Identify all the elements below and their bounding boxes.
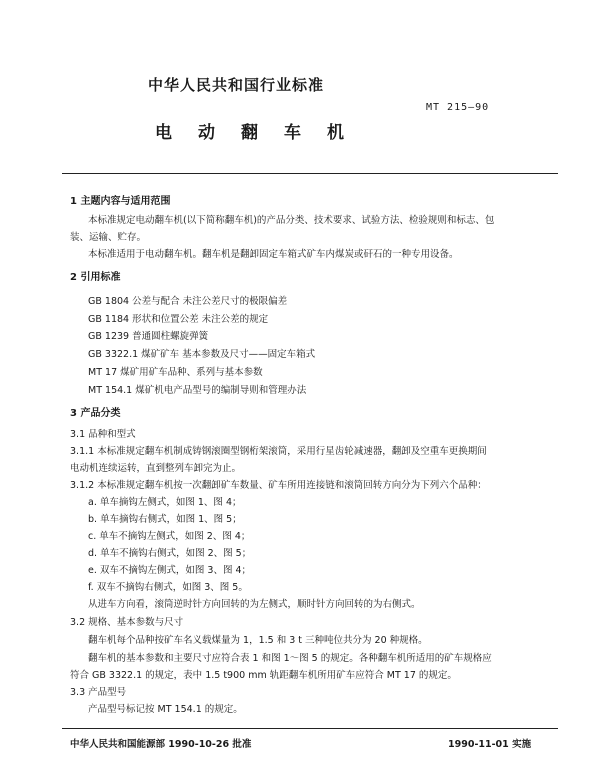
reference-item: GB 1239 普通圆柱螺旋弹簧 xyxy=(88,331,209,342)
section-3-heading: 3 产品分类 xyxy=(70,408,121,419)
reference-item: GB 1804 公差与配合 未注公差尺寸的极限偏差 xyxy=(88,296,288,307)
subsection-3-1-heading: 3.1 品种和型式 xyxy=(70,429,136,440)
subsection-3-3-heading: 3.3 产品型号 xyxy=(70,687,127,698)
reference-item: MT 154.1 煤矿机电产品型号的编制导则和管理办法 xyxy=(88,385,307,396)
variant-item: f. 双车不摘钩右侧式，如图 3、图 5。 xyxy=(88,582,248,593)
approval-line: 中华人民共和国能源部 1990-10-26 批准 xyxy=(70,739,252,750)
standard-number: MT 215—90 xyxy=(426,102,490,113)
subsection-3-2-paragraph-line: 翻车机的基本参数和主要尺寸应符合表 1 和图 1～图 5 的规定。各种翻车机所适用的矿车规格应 xyxy=(88,653,492,664)
subsection-3-2-heading: 3.2 规格、基本参数与尺寸 xyxy=(70,617,184,628)
direction-note: 从进车方向看，滚筒逆时针方向回转的为左侧式，顺时针方向回转的为右侧式。 xyxy=(88,599,421,610)
reference-item: MT 17 煤矿用矿车品种、系列与基本参数 xyxy=(88,367,263,378)
reference-item: GB 1184 形状和位置公差 未注公差的规定 xyxy=(88,314,269,325)
footer-rule xyxy=(62,728,558,729)
standard-category-title: 中华人民共和国行业标准 xyxy=(148,76,325,94)
document-title: 电动翻车机 xyxy=(155,123,370,143)
section-1-paragraph-line: 装、运输、贮存。 xyxy=(70,232,147,243)
section-1-paragraph: 本标准适用于电动翻车机。翻车机是翻卸固定车箱式矿车内煤炭或矸石的一种专用设备。 xyxy=(88,249,459,260)
subsection-3-3-paragraph: 产品型号标记按 MT 154.1 的规定。 xyxy=(88,704,243,715)
subsection-3-2-paragraph: 翻车机每个品种按矿车名义载煤量为 1，1.5 和 3 t 三种吨位共分为 20 种规格。 xyxy=(88,635,428,646)
implementation-date: 1990-11-01 实施 xyxy=(448,739,532,750)
variant-item: d. 单车不摘钩右侧式，如图 2、图 5； xyxy=(88,548,252,559)
clause-3-1-1-line: 电动机连续运转，直到整列车卸完为止。 xyxy=(70,463,242,474)
variant-item: c. 单车不摘钩左侧式，如图 2、图 4； xyxy=(88,531,251,542)
reference-item: GB 3322.1 煤矿矿车 基本参数及尺寸——固定车箱式 xyxy=(88,349,316,360)
section-2-heading: 2 引用标准 xyxy=(70,272,121,283)
section-1-paragraph-line: 本标准规定电动翻车机(以下简称翻车机)的产品分类、技术要求、试验方法、检验规则和标志、包 xyxy=(88,215,495,226)
clause-3-1-2: 3.1.2 本标准规定翻车机按一次翻卸矿车数量、矿车所用连接链和滚筒回转方向分为下列六个品种： xyxy=(70,480,487,491)
header-rule xyxy=(62,173,558,174)
subsection-3-2-paragraph-line: 符合 GB 3322.1 的规定，表中 1.5 t900 mm 轨距翻车机所用矿车应符合 MT 17 的规定。 xyxy=(70,670,457,681)
variant-item: a. 单车摘钩左侧式，如图 1、图 4； xyxy=(88,497,242,508)
variant-item: e. 双车不摘钩左侧式，如图 3、图 4； xyxy=(88,565,252,576)
variant-item: b. 单车摘钩右侧式，如图 1、图 5； xyxy=(88,514,242,525)
clause-3-1-1-line: 3.1.1 本标准规定翻车机制成铸钢滚圈型钢桁架滚筒，采用行星齿轮减速器，翻卸及空重车更换期间 xyxy=(70,446,487,457)
section-1-heading: 1 主题内容与适用范围 xyxy=(70,196,171,207)
